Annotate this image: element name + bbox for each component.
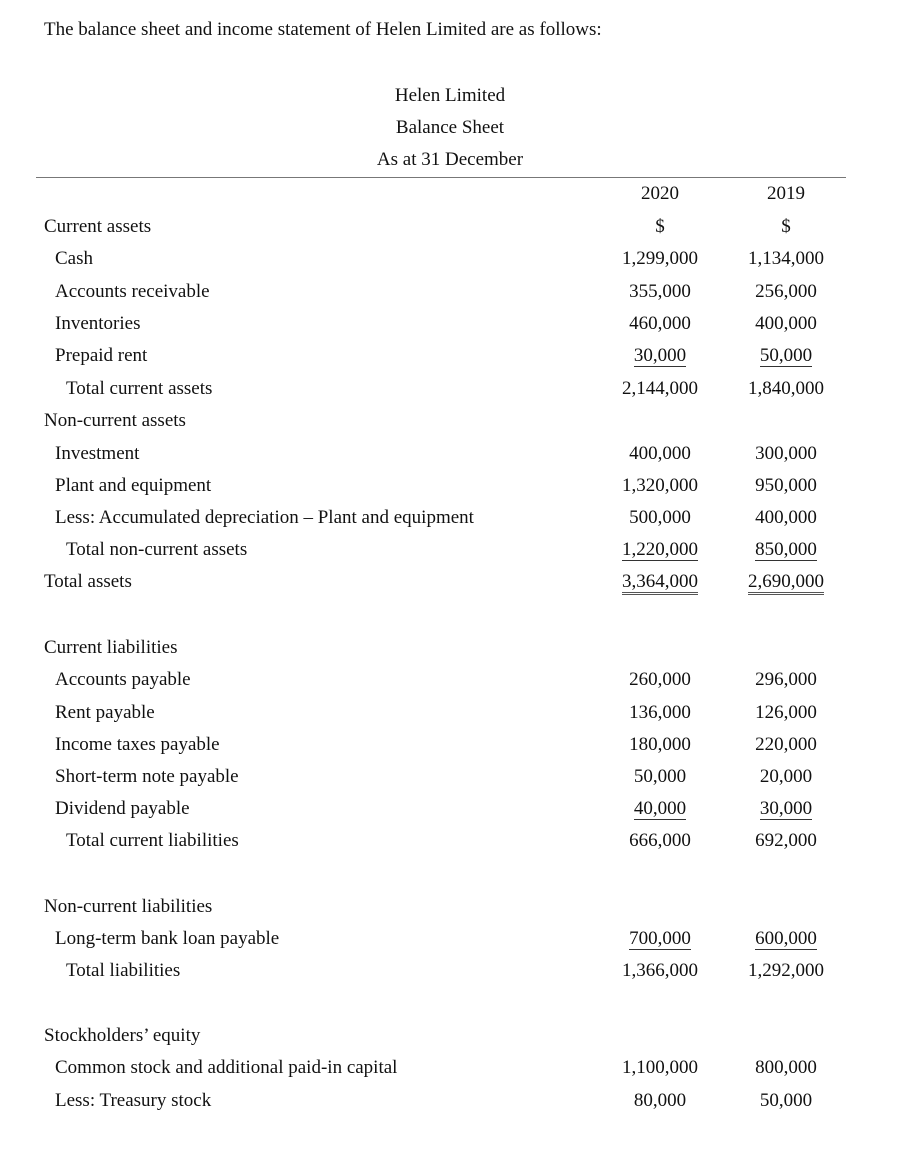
table-row [0,636,914,660]
value-2020-text: 50,000 [633,766,687,787]
table-row [0,765,914,789]
table-row [0,895,914,919]
table-row [0,1089,914,1113]
row-label: Inventories [55,313,141,334]
value-2019 [721,344,851,368]
value-2020 [595,829,725,853]
value-2020 [595,442,725,466]
value-2020-text: 1,220,000 [622,539,698,560]
value-2020-text: 260,000 [629,669,691,690]
value-2020 [595,668,725,692]
table-row [0,344,914,368]
value-2019-text: 1,292,000 [748,960,824,981]
value-2019-text: 296,000 [755,669,817,690]
statement-date: As at 31 December [376,149,524,170]
row-label: Short-term note payable [55,766,239,787]
value-2019-text: 300,000 [755,443,817,464]
row-label: Cash [55,248,93,269]
table-row [0,797,914,821]
value-2020-text: 1,320,000 [622,475,698,496]
value-2019-text: 400,000 [755,313,817,334]
value-2020-text: 400,000 [629,443,691,464]
table-row [0,247,914,271]
value-2019-text: 256,000 [755,281,817,302]
value-2020-text: 355,000 [629,281,691,302]
value-2019-text: $ [781,216,791,237]
value-2019-text: 126,000 [755,702,817,723]
value-2019-text: 1,134,000 [748,248,824,269]
value-2020 [595,1024,725,1048]
row-label: Total current liabilities [66,830,239,851]
table-row [0,506,914,530]
row-label: Accounts payable [55,669,191,690]
table-row [0,701,914,725]
table-row [0,829,914,853]
value-2019 [721,797,851,821]
value-2020 [595,765,725,789]
value-2019 [721,895,851,919]
value-2019 [721,570,851,595]
value-2019-text: 20,000 [759,766,813,787]
value-2019-text: 50,000 [759,345,813,366]
table-row [0,280,914,304]
value-2019-text: 692,000 [755,830,817,851]
value-2019 [721,409,851,433]
value-2019-text: 950,000 [755,475,817,496]
row-label: Current assets [44,216,152,237]
table-row [0,733,914,757]
table-row [0,570,914,594]
value-2020-text: $ [655,216,665,237]
value-2019 [721,701,851,725]
value-2020-text: 460,000 [629,313,691,334]
value-2020 [595,344,725,368]
value-2019 [721,1024,851,1048]
row-label: Common stock and additional paid-in capital [55,1057,398,1078]
value-2019-text: 600,000 [755,928,817,949]
year-header-row [0,182,914,206]
table-row [0,474,914,498]
table-row [0,927,914,951]
value-2020 [595,538,725,562]
value-2020-text: 136,000 [629,702,691,723]
value-2019 [721,733,851,757]
col-2020-header: 2020 [641,183,679,204]
row-label: Dividend payable [55,798,190,819]
table-row [0,312,914,336]
row-label: Non-current liabilities [44,896,213,917]
value-2019-text: 30,000 [759,798,813,819]
row-label: Long-term bank loan payable [55,928,280,949]
row-label: Income taxes payable [55,734,220,755]
table-row [0,959,914,983]
value-2019 [721,312,851,336]
value-2020-text: 1,299,000 [622,248,698,269]
value-2019 [721,959,851,983]
header-rule [36,177,846,178]
row-label: Current liabilities [44,637,178,658]
company-name: Helen Limited [394,85,506,106]
value-2019 [721,280,851,304]
statement-title: Balance Sheet [395,117,505,138]
value-2020 [595,247,725,271]
value-2019 [721,506,851,530]
value-2019 [721,829,851,853]
value-2020-text: 80,000 [633,1090,687,1111]
value-2020 [595,927,725,951]
row-label: Total liabilities [66,960,181,981]
col-2019-header: 2019 [767,183,805,204]
value-2019 [721,247,851,271]
value-2019-text: 1,840,000 [748,378,824,399]
value-2020 [595,959,725,983]
value-2020-text: 40,000 [633,798,687,819]
value-2019-text: 220,000 [755,734,817,755]
row-label: Total assets [44,571,132,592]
intro-text: The balance sheet and income statement of Helen Limited are as follows: [44,19,602,40]
table-row [0,442,914,466]
value-2020 [595,701,725,725]
row-label: Stockholders’ equity [44,1025,201,1046]
value-2019 [721,765,851,789]
value-2019 [721,377,851,401]
table-row [0,215,914,239]
value-2019-text: 50,000 [759,1090,813,1111]
value-2020 [595,409,725,433]
value-2020-text: 500,000 [629,507,691,528]
value-2020 [595,377,725,401]
row-label: Less: Accumulated depreciation – Plant and equipment [55,507,474,528]
row-label: Less: Treasury stock [55,1090,212,1111]
value-2020 [595,506,725,530]
value-2020-text: 2,144,000 [622,378,698,399]
value-2020 [595,733,725,757]
table-row [0,409,914,433]
value-2019 [721,442,851,466]
value-2020 [595,280,725,304]
value-2019 [721,1089,851,1113]
table-row [0,538,914,562]
row-label: Prepaid rent [55,345,148,366]
value-2019 [721,1056,851,1080]
value-2020 [595,474,725,498]
value-2020-text: 3,364,000 [622,572,698,595]
value-2020 [595,312,725,336]
value-2020-text: 30,000 [633,345,687,366]
row-label: Investment [55,443,140,464]
value-2020 [595,636,725,660]
table-row [0,377,914,401]
value-2020 [595,215,725,239]
value-2019 [721,538,851,562]
table-row [0,1024,914,1048]
value-2020 [595,1089,725,1113]
value-2019-text: 2,690,000 [748,572,824,595]
table-row [0,1056,914,1080]
value-2019 [721,215,851,239]
row-label: Non-current assets [44,410,186,431]
value-2019-text: 850,000 [755,539,817,560]
row-label: Total current assets [66,378,213,399]
value-2020 [595,570,725,595]
row-label: Plant and equipment [55,475,212,496]
value-2020 [595,797,725,821]
table-row [0,668,914,692]
value-2019 [721,668,851,692]
value-2020-text: 1,366,000 [622,960,698,981]
row-label: Rent payable [55,702,155,723]
row-label: Total non-current assets [66,539,248,560]
value-2019-text: 800,000 [755,1057,817,1078]
value-2020-text: 700,000 [629,928,691,949]
value-2020-text: 180,000 [629,734,691,755]
value-2019 [721,474,851,498]
value-2020-text: 1,100,000 [622,1057,698,1078]
value-2020-text: 666,000 [629,830,691,851]
row-label: Accounts receivable [55,281,210,302]
value-2020 [595,895,725,919]
value-2019-text: 400,000 [755,507,817,528]
value-2019 [721,636,851,660]
value-2020 [595,1056,725,1080]
value-2019 [721,927,851,951]
